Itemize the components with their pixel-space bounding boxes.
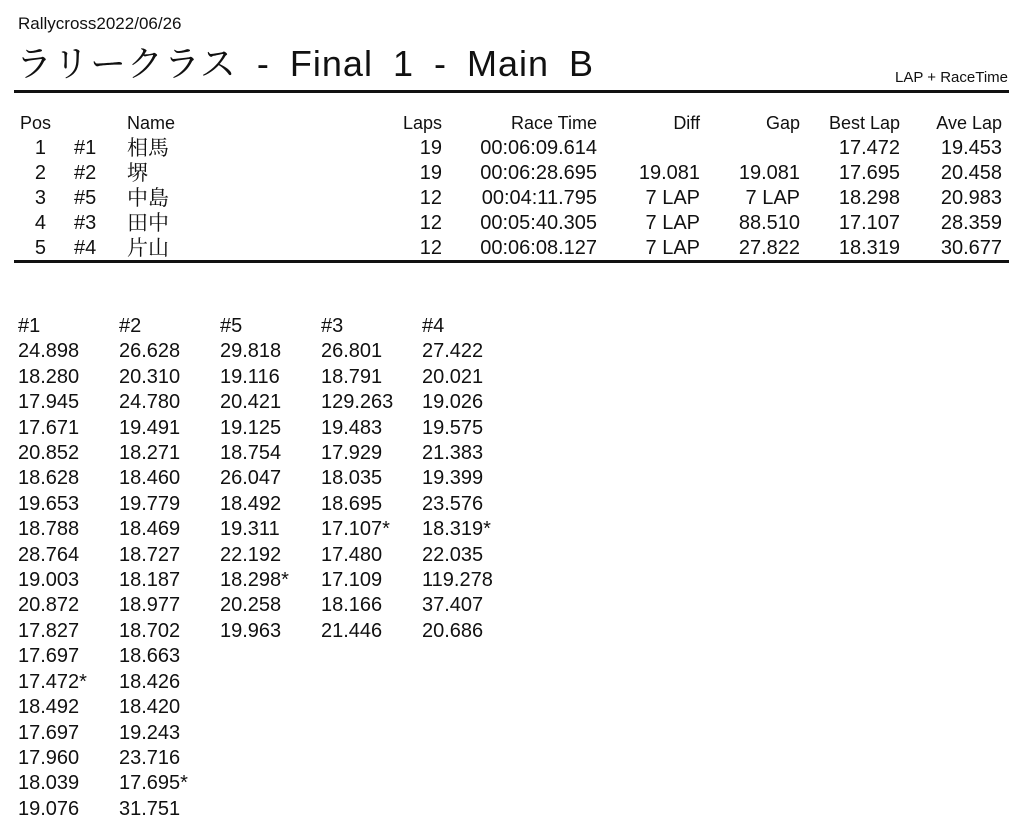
classification-table bbox=[20, 111, 1002, 261]
lap-time-value: 27.422 bbox=[422, 340, 484, 363]
classification-cell-diff bbox=[597, 136, 700, 161]
column-header-name: Name bbox=[127, 113, 176, 133]
lap-column-car-number: #5 bbox=[220, 315, 243, 337]
lap-time-value: 18.727 bbox=[119, 543, 181, 566]
classification-cell-name: 片山 bbox=[127, 237, 169, 260]
lap-time-value: 20.310 bbox=[119, 365, 181, 388]
lap-column bbox=[321, 314, 422, 822]
timing-mode-label: LAP + RaceTime bbox=[895, 69, 1008, 86]
lap-time-value: 19.491 bbox=[119, 416, 181, 439]
lap-time-value: 18.426 bbox=[119, 670, 181, 693]
lap-time-value: 19.243 bbox=[119, 721, 181, 744]
lap-chart bbox=[18, 314, 523, 822]
lap-time-value: 19.963 bbox=[220, 619, 282, 642]
classification-cell-car: #1 bbox=[74, 137, 97, 159]
classification-cell-gap: 27.822 bbox=[738, 237, 800, 259]
header-divider bbox=[14, 90, 1009, 93]
lap-time-value: 18.791 bbox=[321, 365, 383, 388]
lap-time-value: 19.003 bbox=[18, 569, 80, 592]
classification-cell-gap: 7 LAP bbox=[745, 187, 800, 209]
lap-time-value: 19.116 bbox=[220, 365, 280, 388]
lap-time-value: 17.671 bbox=[18, 416, 80, 439]
lap-column-car-number: #2 bbox=[119, 315, 142, 337]
lap-time-value: 18.280 bbox=[18, 365, 80, 388]
lap-time-value: 31.751 bbox=[119, 797, 181, 820]
lap-time-value: 19.311 bbox=[220, 518, 280, 541]
lap-time-value: 20.421 bbox=[220, 391, 282, 414]
classification-cell-car: #4 bbox=[74, 237, 97, 259]
lap-time-value: 24.898 bbox=[18, 340, 80, 363]
lap-time-value: 17.697 bbox=[18, 721, 80, 744]
classification-cell-best-lap: 17.107 bbox=[838, 212, 900, 234]
classification-cell-pos: 5 bbox=[34, 237, 46, 259]
lap-time-value: 20.686 bbox=[422, 619, 484, 642]
lap-time-value: 20.021 bbox=[422, 365, 484, 388]
classification-cell-laps: 12 bbox=[419, 237, 442, 259]
lap-time-value: 17.827 bbox=[18, 619, 80, 642]
classification-cell-best-lap: 18.298 bbox=[838, 187, 900, 209]
lap-time-value: 18.628 bbox=[18, 467, 80, 490]
lap-time-value: 24.780 bbox=[119, 391, 181, 414]
lap-time-value: 19.779 bbox=[119, 492, 181, 515]
lap-time-value: 21.446 bbox=[321, 619, 383, 642]
classification-cell-diff: 19.081 bbox=[638, 162, 700, 184]
page-title: ラリークラス - Final 1 - Main B bbox=[16, 43, 595, 84]
lap-time-value: 23.576 bbox=[422, 492, 484, 515]
classification-body bbox=[20, 136, 1002, 261]
classification-cell-name: 中島 bbox=[127, 187, 169, 210]
lap-time-value: 129.263 bbox=[321, 391, 394, 414]
lap-time-value: 26.801 bbox=[321, 340, 383, 363]
lap-time-value: 28.764 bbox=[18, 543, 80, 566]
column-header-best-lap: Best Lap bbox=[828, 113, 900, 133]
column-header-diff: Diff bbox=[673, 113, 700, 133]
classification-cell-car: #3 bbox=[74, 212, 97, 234]
classification-cell-race-time: 00:06:09.614 bbox=[480, 137, 597, 159]
classification-cell-pos: 2 bbox=[34, 162, 46, 184]
classification-header-row bbox=[20, 111, 1002, 136]
classification-cell-car: #2 bbox=[74, 162, 97, 184]
column-header-ave-lap: Ave Lap bbox=[936, 113, 1002, 133]
classification-row bbox=[20, 136, 1002, 161]
lap-column-car-number: #4 bbox=[422, 315, 445, 337]
classification-cell-name: 田中 bbox=[127, 212, 169, 235]
lap-time-value: 17.697 bbox=[18, 645, 80, 668]
lap-time-value: 18.187 bbox=[119, 569, 181, 592]
lap-time-value: 20.872 bbox=[18, 594, 80, 617]
classification-cell-laps: 12 bbox=[419, 187, 442, 209]
classification-cell-ave-lap: 20.983 bbox=[940, 187, 1002, 209]
event-name: Rallycross2022/06/26 bbox=[18, 14, 182, 33]
classification-cell-diff: 7 LAP bbox=[645, 187, 700, 209]
classification-cell-gap: 88.510 bbox=[738, 212, 800, 234]
lap-column-car-number: #3 bbox=[321, 315, 344, 337]
lap-time-value: 17.929 bbox=[321, 442, 383, 465]
classification-cell-diff: 7 LAP bbox=[645, 212, 700, 234]
lap-time-value: 18.298* bbox=[220, 569, 289, 592]
lap-time-value: 17.472* bbox=[18, 670, 87, 693]
lap-time-value: 19.125 bbox=[220, 416, 282, 439]
classification-cell-race-time: 00:06:28.695 bbox=[480, 162, 597, 184]
lap-time-value: 18.702 bbox=[119, 619, 181, 642]
lap-time-value: 18.035 bbox=[321, 467, 383, 490]
classification-cell-ave-lap: 19.453 bbox=[940, 137, 1002, 159]
lap-time-value: 17.109 bbox=[321, 569, 383, 592]
classification-cell-diff: 7 LAP bbox=[645, 237, 700, 259]
lap-time-value: 22.192 bbox=[220, 543, 282, 566]
lap-time-value: 19.026 bbox=[422, 391, 484, 414]
lap-time-value: 19.653 bbox=[18, 492, 80, 515]
classification-cell-race-time: 00:05:40.305 bbox=[480, 212, 597, 234]
column-header-race-time: Race Time bbox=[510, 113, 597, 133]
lap-time-value: 20.258 bbox=[220, 594, 282, 617]
lap-time-value: 19.575 bbox=[422, 416, 484, 439]
lap-time-value: 18.695 bbox=[321, 492, 383, 515]
lap-time-value: 17.945 bbox=[18, 391, 80, 414]
classification-cell-laps: 19 bbox=[419, 162, 442, 184]
classification-cell-best-lap: 17.472 bbox=[838, 137, 900, 159]
lap-time-value: 18.166 bbox=[321, 594, 383, 617]
classification-cell-car: #5 bbox=[74, 187, 97, 209]
classification-cell-best-lap: 17.695 bbox=[838, 162, 900, 184]
classification-row bbox=[20, 186, 1002, 211]
lap-column-car-number: #1 bbox=[18, 315, 41, 337]
lap-time-value: 23.716 bbox=[119, 746, 181, 769]
classification-row bbox=[20, 161, 1002, 186]
lap-time-value: 21.383 bbox=[422, 442, 484, 465]
lap-time-value: 18.039 bbox=[18, 772, 80, 795]
lap-time-value: 22.035 bbox=[422, 543, 484, 566]
lap-time-value: 29.818 bbox=[220, 340, 282, 363]
column-header-car bbox=[46, 111, 98, 136]
lap-time-value: 18.469 bbox=[119, 518, 181, 541]
classification-cell-pos: 1 bbox=[34, 137, 46, 159]
classification-row bbox=[20, 211, 1002, 236]
lap-time-value: 17.480 bbox=[321, 543, 383, 566]
lap-time-value: 19.399 bbox=[422, 467, 484, 490]
lap-column bbox=[119, 314, 220, 822]
classification-cell-ave-lap: 20.458 bbox=[940, 162, 1002, 184]
lap-time-value: 19.483 bbox=[321, 416, 383, 439]
lap-time-value: 17.960 bbox=[18, 746, 80, 769]
classification-cell-gap bbox=[700, 136, 800, 161]
lap-time-value: 20.852 bbox=[18, 442, 80, 465]
lap-column bbox=[18, 314, 119, 822]
classification-cell-laps: 12 bbox=[419, 212, 442, 234]
classification-cell-race-time: 00:04:11.795 bbox=[481, 187, 597, 209]
classification-cell-best-lap: 18.319 bbox=[838, 237, 900, 259]
lap-column bbox=[422, 314, 523, 822]
lap-time-value: 17.695* bbox=[119, 772, 188, 795]
lap-time-value: 119.278 bbox=[422, 569, 493, 592]
classification-cell-laps: 19 bbox=[419, 137, 442, 159]
classification-cell-pos: 4 bbox=[34, 212, 46, 234]
classification-cell-race-time: 00:06:08.127 bbox=[480, 237, 597, 259]
lap-time-value: 18.271 bbox=[119, 442, 181, 465]
lap-time-value: 26.628 bbox=[119, 340, 181, 363]
lap-time-value: 18.420 bbox=[119, 696, 181, 719]
lap-column bbox=[220, 314, 321, 822]
lap-time-value: 18.460 bbox=[119, 467, 181, 490]
lap-time-value: 19.076 bbox=[18, 797, 80, 820]
lap-time-value: 18.663 bbox=[119, 645, 181, 668]
classification-row bbox=[20, 236, 1002, 261]
lap-time-value: 26.047 bbox=[220, 467, 282, 490]
lap-time-value: 18.977 bbox=[119, 594, 181, 617]
classification-cell-ave-lap: 28.359 bbox=[940, 212, 1002, 234]
lap-time-value: 18.754 bbox=[220, 442, 282, 465]
lap-time-value: 37.407 bbox=[422, 594, 484, 617]
classification-cell-pos: 3 bbox=[34, 187, 46, 209]
classification-cell-gap: 19.081 bbox=[738, 162, 800, 184]
column-header-pos: Pos bbox=[20, 113, 52, 133]
classification-cell-ave-lap: 30.677 bbox=[940, 237, 1002, 259]
lap-time-value: 18.788 bbox=[18, 518, 80, 541]
classification-cell-name: 相馬 bbox=[127, 137, 169, 160]
classification-cell-name: 堺 bbox=[127, 162, 148, 185]
lap-time-value: 18.492 bbox=[18, 696, 80, 719]
column-header-gap: Gap bbox=[765, 113, 800, 133]
lap-time-value: 17.107* bbox=[321, 518, 390, 541]
column-header-laps: Laps bbox=[402, 113, 442, 133]
lap-time-value: 18.319* bbox=[422, 518, 491, 541]
lap-time-value: 18.492 bbox=[220, 492, 282, 515]
table-bottom-divider bbox=[14, 260, 1009, 263]
